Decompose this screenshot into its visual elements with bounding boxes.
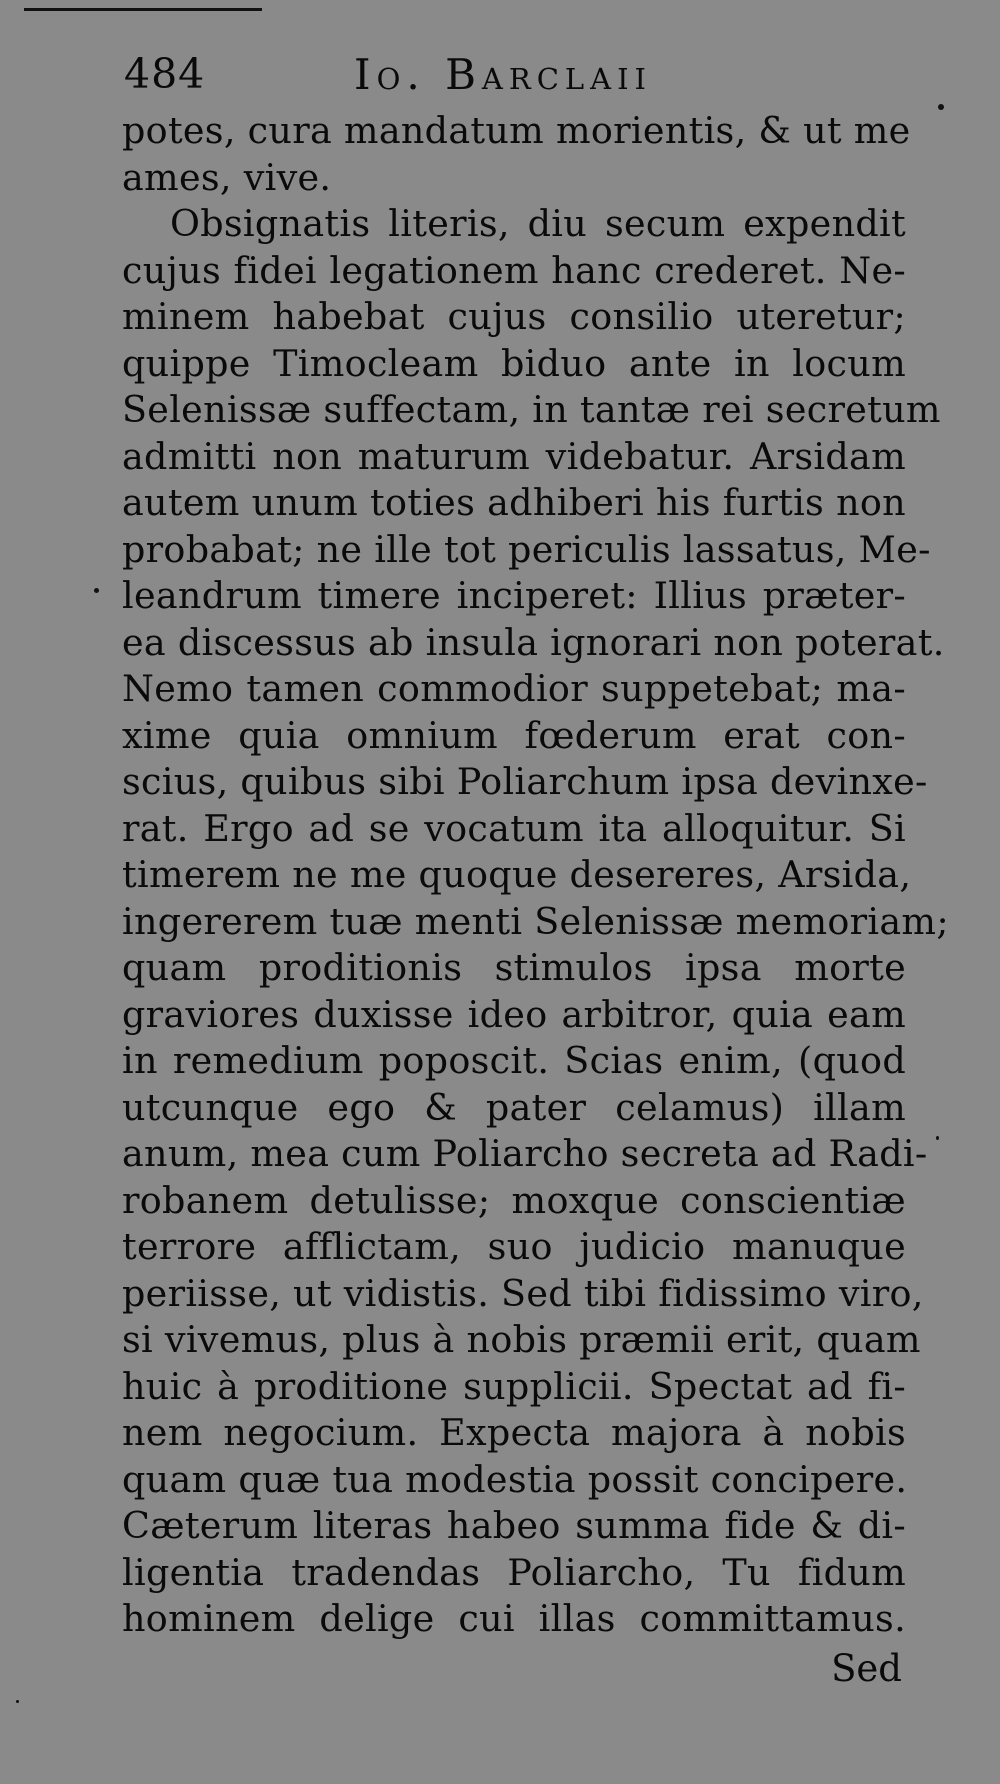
catchword: Sed bbox=[831, 1647, 902, 1690]
text-line: quam quæ tua modestia possit concipere. bbox=[122, 1457, 908, 1501]
text-line: ingererem tuæ menti Selenissæ memoriam; bbox=[122, 899, 949, 943]
text-line: leandrum timere inciperet: Illius præter- bbox=[122, 574, 906, 617]
text-line: Cæterum literas habeo summa fide & di- bbox=[122, 1504, 906, 1547]
text-line: utcunque ego & pater celamus) illam bbox=[122, 1085, 906, 1129]
text-line: in remedium poposcit. Scias enim, (quod bbox=[122, 1039, 906, 1082]
text-line: Selenissæ suffectam, in tantæ rei secretum bbox=[122, 388, 941, 431]
text-line: cujus fidei legationem hanc crederet. Ne- bbox=[122, 248, 906, 292]
top-rule bbox=[24, 8, 262, 11]
running-title: Io. Barclaii bbox=[354, 50, 653, 99]
text-line: rat. Ergo ad se vocatum ita alloquitur. Si bbox=[122, 806, 906, 850]
page-number: 484 bbox=[124, 50, 206, 98]
text-line: periisse, ut vidistis. Sed tibi fidissimo viro, bbox=[122, 1271, 924, 1315]
text-line: si vivemus, plus à nobis præmii erit, quam bbox=[122, 1318, 921, 1361]
text-line: xime quia omnium fœderum erat con- bbox=[122, 713, 906, 757]
text-line: probabat; ne ille tot periculis lassatus, Me- bbox=[122, 527, 931, 571]
scan-speck bbox=[16, 1700, 19, 1703]
scan-speck bbox=[936, 1136, 939, 1140]
scan-speck bbox=[938, 104, 944, 110]
text-line: autem unum toties adhiberi his furtis non bbox=[122, 481, 906, 524]
text-line: graviores duxisse ideo arbitror, quia eam bbox=[122, 992, 906, 1036]
text-line: admitti non maturum videbatur. Arsidam bbox=[122, 434, 906, 478]
text-line: minem habebat cujus consilio uteretur; bbox=[122, 295, 906, 338]
text-line: quippe Timocleam biduo ante in locum bbox=[122, 341, 906, 385]
scan-speck bbox=[94, 588, 99, 593]
text-line: huic à proditione supplicii. Spectat ad fi- bbox=[122, 1364, 906, 1408]
text-line: anum, mea cum Poliarcho secreta ad Radi- bbox=[122, 1132, 928, 1175]
text-line: Nemo tamen commodior suppetebat; ma- bbox=[122, 667, 906, 710]
text-line: terrore afflictam, suo judicio manuque bbox=[122, 1225, 906, 1268]
text-line: timerem ne me quoque desereres, Arsida, bbox=[122, 853, 912, 896]
text-line: nem negocium. Expecta majora à nobis bbox=[122, 1411, 906, 1454]
text-line: ligentia tradendas Poliarcho, Tu fidum bbox=[122, 1550, 906, 1594]
paragraph-first-line: Obsignatis literis, diu secum expendit bbox=[170, 202, 906, 245]
text-line: scius, quibus sibi Poliarchum ipsa devinxe- bbox=[122, 760, 928, 803]
body-text bbox=[122, 108, 949, 1643]
text-line: potes, cura mandatum morientis, & ut me bbox=[122, 109, 911, 152]
text-line: robanem detulisse; moxque conscientiæ bbox=[122, 1178, 906, 1222]
text-line: ames, vive. bbox=[122, 155, 332, 199]
text-line: hominem delige cui illas committamus. bbox=[122, 1597, 906, 1640]
text-line: ea discessus ab insula ignorari non poterat. bbox=[122, 620, 945, 664]
running-head bbox=[124, 50, 924, 110]
text-line: quam proditionis stimulos ipsa morte bbox=[122, 946, 906, 989]
